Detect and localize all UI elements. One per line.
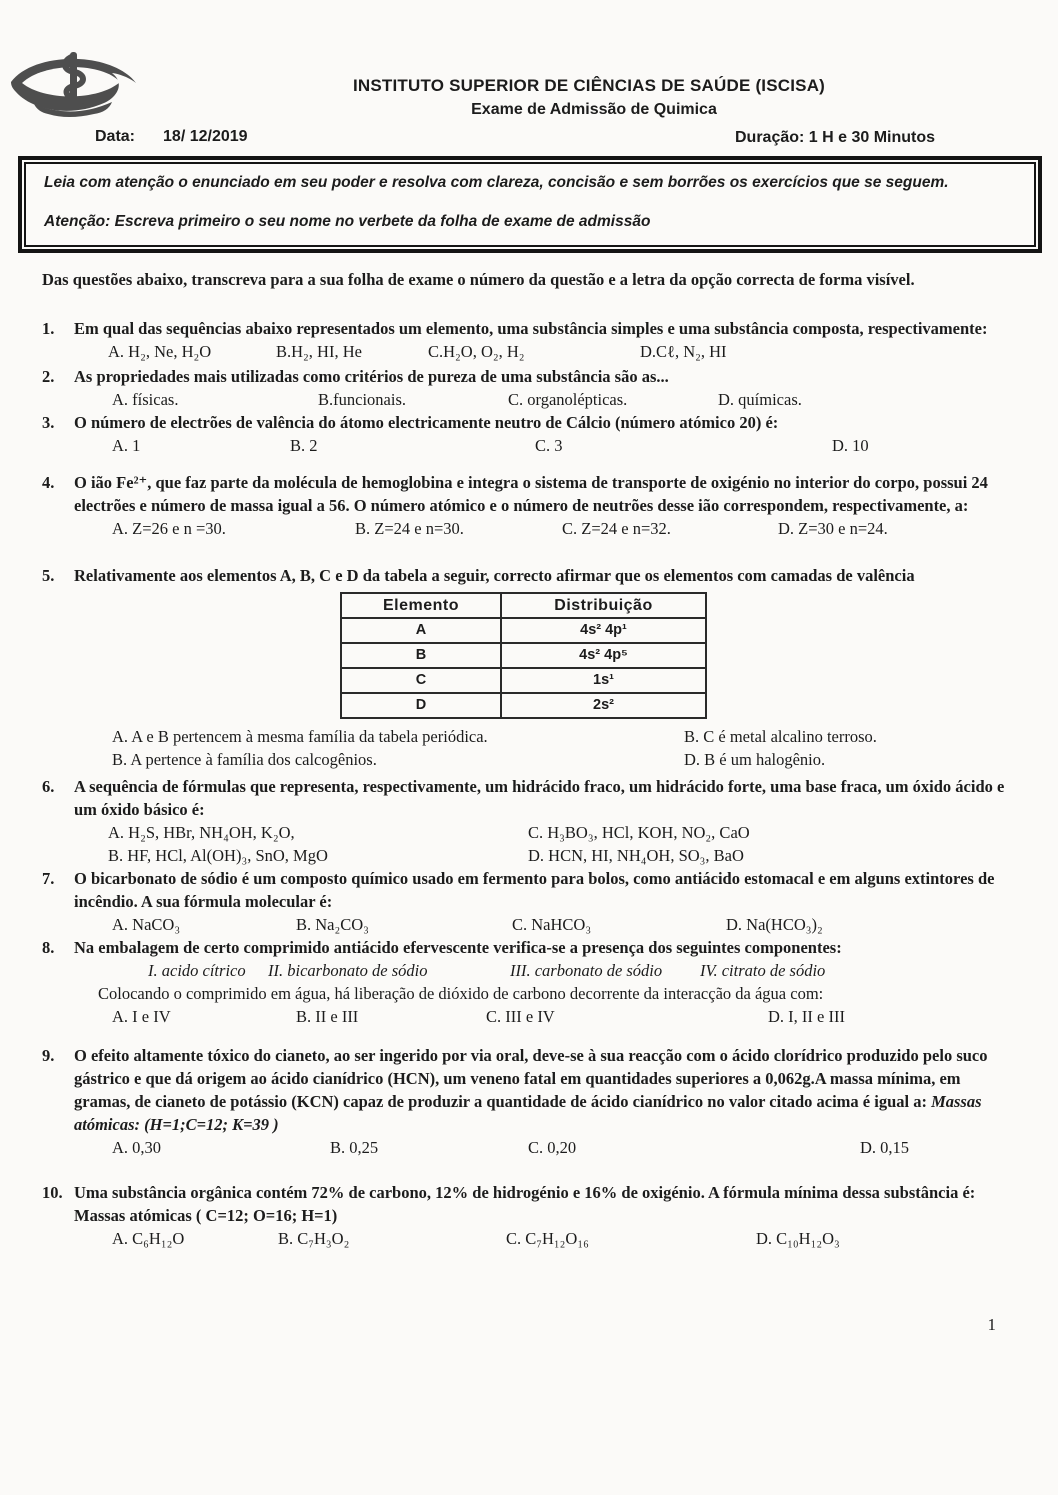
option-d: D. químicas. <box>718 390 802 409</box>
options-row <box>74 434 1014 457</box>
question-7 <box>42 867 1014 936</box>
option-d: D. HCN, HI, NH₄OH, SO₃, BaO <box>528 846 744 865</box>
question-10 <box>42 1181 1014 1250</box>
element-cell: A <box>341 618 501 643</box>
option-b: B. 2 <box>290 436 318 455</box>
distribution-cell: 1s¹ <box>501 668 706 693</box>
column-header: Elemento <box>341 593 501 618</box>
option-b: B. Na₂CO₃ <box>296 915 369 934</box>
options-row <box>74 1136 1014 1159</box>
option-c: C. 0,20 <box>528 1138 577 1157</box>
option-d: D. 0,15 <box>860 1138 910 1157</box>
option-b: B. Z=24 e n=30. <box>355 519 464 538</box>
option-b: B. 0,25 <box>330 1138 379 1157</box>
component-i: I. acido cítrico <box>148 961 246 980</box>
general-instructions: Das questões abaixo, transcreva para a sua folha de exame o número da questão e a letra da opção correcta de forma visível. <box>42 270 915 289</box>
element-cell: C <box>341 668 501 693</box>
exam-title: Exame de Admissão de Quimica <box>471 101 717 118</box>
options-row <box>74 517 1014 540</box>
option-b: B. C₇H₃O₂ <box>278 1229 350 1248</box>
question-stem: Na embalagem de certo comprimido antiácido efervescente verifica-se a presença dos seguintes componentes: <box>74 938 842 957</box>
option-c: B. C é metal alcalino terroso. <box>684 727 877 746</box>
question-number: 9. <box>42 1046 55 1065</box>
question-number: 10. <box>42 1183 63 1202</box>
option-a: A. Z=26 e n =30. <box>112 519 226 538</box>
option-d: D. 10 <box>832 436 869 455</box>
option-a: A. físicas. <box>112 390 179 409</box>
option-c: C. 3 <box>535 436 563 455</box>
option-d: D. C₁₀H₁₂O₃ <box>756 1229 840 1248</box>
date-value: 18/ 12/2019 <box>163 128 248 145</box>
components-row <box>74 959 1014 982</box>
option-c: C. H₃BO₃, HCl, KOH, NO₂, CaO <box>528 823 750 842</box>
option-c: C. C₇H₁₂O₁₆ <box>506 1229 589 1248</box>
option-d: D. Z=30 e n=24. <box>778 519 888 538</box>
options-row <box>74 913 1014 936</box>
option-b: B. A pertence à família dos calcogênios. <box>112 750 377 769</box>
question-number: 3. <box>42 413 55 432</box>
question-stem: As propriedades mais utilizadas como critérios de pureza de uma substância são as... <box>74 367 669 386</box>
option-a: A. 0,30 <box>112 1138 162 1157</box>
question-stem: O ião Fe²⁺, que faz parte da molécula de hemoglobina e integra o sistema de transporte de oxigénio no interior do corpo, possui 24 electrões e número de massa igual a 56. O número atómico e o número de neutrões desse ião correspondem, respectivamente, a: <box>74 473 988 515</box>
question-stem: O número de electrões de valência do átomo electricamente neutro de Cálcio (número atómico 20) é: <box>74 413 779 432</box>
table-row <box>341 693 706 718</box>
question-number: 6. <box>42 777 55 796</box>
distribution-cell: 4s² 4p¹ <box>501 618 706 643</box>
notice-box <box>18 156 1042 253</box>
question-number: 8. <box>42 938 55 957</box>
question-stem: A sequência de fórmulas que representa, respectivamente, um hidrácido fraco, um hidrácido forte, uma base fraca, um óxido ácido e um óxido básico é: <box>74 777 1005 819</box>
option-d: D. B é um halogênio. <box>684 750 826 769</box>
question-number: 4. <box>42 473 55 492</box>
question-4 <box>42 471 1014 540</box>
table-header-row <box>341 593 706 618</box>
option-b: B.H₂, HI, He <box>276 342 362 361</box>
option-b: B. HF, HCl, Al(OH)₃, SnO, MgO <box>108 846 328 865</box>
question-5 <box>42 564 1014 771</box>
option-d: D. Na(HCO₃)₂ <box>726 915 823 934</box>
options-row <box>74 1227 1014 1250</box>
option-a: A. A e B pertencem à mesma família da tabela periódica. <box>112 727 488 746</box>
question-lead: Colocando o comprimido em água, há liberação de dióxido de carbono decorrente da interacção da água com: <box>98 984 824 1003</box>
exam-duration: Duração: 1 H e 30 Minutos <box>735 129 936 146</box>
question-2 <box>42 365 1014 411</box>
notice-line-2: Atenção: Escreva primeiro o seu nome no verbete da folha de exame de admissão <box>44 213 651 230</box>
date-label: Data: <box>95 128 136 145</box>
option-c: C.H₂O, O₂, H₂ <box>428 342 525 361</box>
option-a: A. 1 <box>112 436 141 455</box>
stem-text: O efeito altamente tóxico do cianeto, ao ser ingerido por via oral, deve-se à sua reacção com o ácido clorídrico produzido pelo suco gástrico e que dá origem ao ácido cianídrico (HCN), um veneno fatal em quantidades superiores a 0,062g.A massa mínima, em gramas, de cianeto de potássio (KCN) capaz de produzir a quantidade de ácido cianídrico no valor citado acima é igual a: <box>74 1046 988 1111</box>
option-a: A. I e IV <box>112 1007 171 1026</box>
option-d: D. I, II e III <box>768 1007 845 1026</box>
institute-name: INSTITUTO SUPERIOR DE CIÊNCIAS DE SAÚDE (ISCISA) <box>352 76 826 95</box>
question-3 <box>42 411 1014 457</box>
exam-date <box>95 128 248 146</box>
column-header: Distribuição <box>501 593 706 618</box>
option-a: A. H₂S, HBr, NH₄OH, K₂O, <box>108 823 295 842</box>
distribution-cell: 4s² 4p⁵ <box>501 643 706 668</box>
question-6 <box>42 775 1014 867</box>
question-number: 5. <box>42 566 55 585</box>
option-a: A. NaCO₃ <box>112 915 181 934</box>
question-9 <box>42 1044 1014 1159</box>
notice-line-1: Leia com atenção o enunciado em seu poder e resolva com clareza, concisão e sem borrões os exercícios que se seguem. <box>44 174 949 191</box>
question-stem: Relativamente aos elementos A, B, C e D da tabela a seguir, correcto afirmar que os elementos com camadas de valência <box>74 566 915 585</box>
option-b: B. II e III <box>296 1007 359 1026</box>
table-row <box>341 643 706 668</box>
distribution-cell: 2s² <box>501 693 706 718</box>
option-c: C. NaHCO₃ <box>512 915 592 934</box>
element-cell: D <box>341 693 501 718</box>
option-c: C. organolépticas. <box>508 390 628 409</box>
element-cell: B <box>341 643 501 668</box>
option-c: C. Z=24 e n=32. <box>562 519 671 538</box>
question-number: 2. <box>42 367 55 386</box>
options-grid <box>74 821 1014 867</box>
option-d: D.Cℓ, N₂, HI <box>640 342 727 361</box>
options-grid <box>74 725 1014 771</box>
question-number: 7. <box>42 869 55 888</box>
component-ii: II. bicarbonato de sódio <box>268 961 428 980</box>
element-distribution-table <box>340 592 707 719</box>
options-row <box>74 388 1014 411</box>
option-a: A. C₆H₁₂O <box>112 1229 185 1248</box>
question-1 <box>42 317 1014 363</box>
question-stem: O bicarbonato de sódio é um composto químico usado em fermento para bolos, como antiácido estomacal e em alguns extintores de incêndio. A sua fórmula molecular é: <box>74 869 995 911</box>
table-row <box>341 668 706 693</box>
option-a: A. H₂, Ne, H₂O <box>108 342 212 361</box>
table-row <box>341 618 706 643</box>
options-row <box>74 1005 1014 1028</box>
stem-atomic-masses: Massas atómicas: (H=1;C=12; K=39 ) <box>74 1092 982 1134</box>
options-row <box>74 340 1014 363</box>
question-stem <box>74 1044 1014 1136</box>
component-iii: III. carbonato de sódio <box>510 961 663 980</box>
option-b: B.funcionais. <box>318 390 406 409</box>
question-stem: Uma substância orgânica contém 72% de carbono, 12% de hidrogénio e 16% de oxigénio. A fórmula mínima dessa substância é: Massas atómicas ( C=12; O=16; H=1) <box>74 1183 976 1225</box>
question-8 <box>42 936 1014 1028</box>
option-c: C. III e IV <box>486 1007 555 1026</box>
question-stem: Em qual das sequências abaixo representados um elemento, uma substância simples e uma substância composta, respectivamente: <box>74 319 988 338</box>
question-number: 1. <box>42 319 55 338</box>
component-iv: IV. citrato de sódio <box>700 961 826 980</box>
page-number: 1 <box>987 1315 996 1334</box>
exam-body <box>42 268 1014 1250</box>
